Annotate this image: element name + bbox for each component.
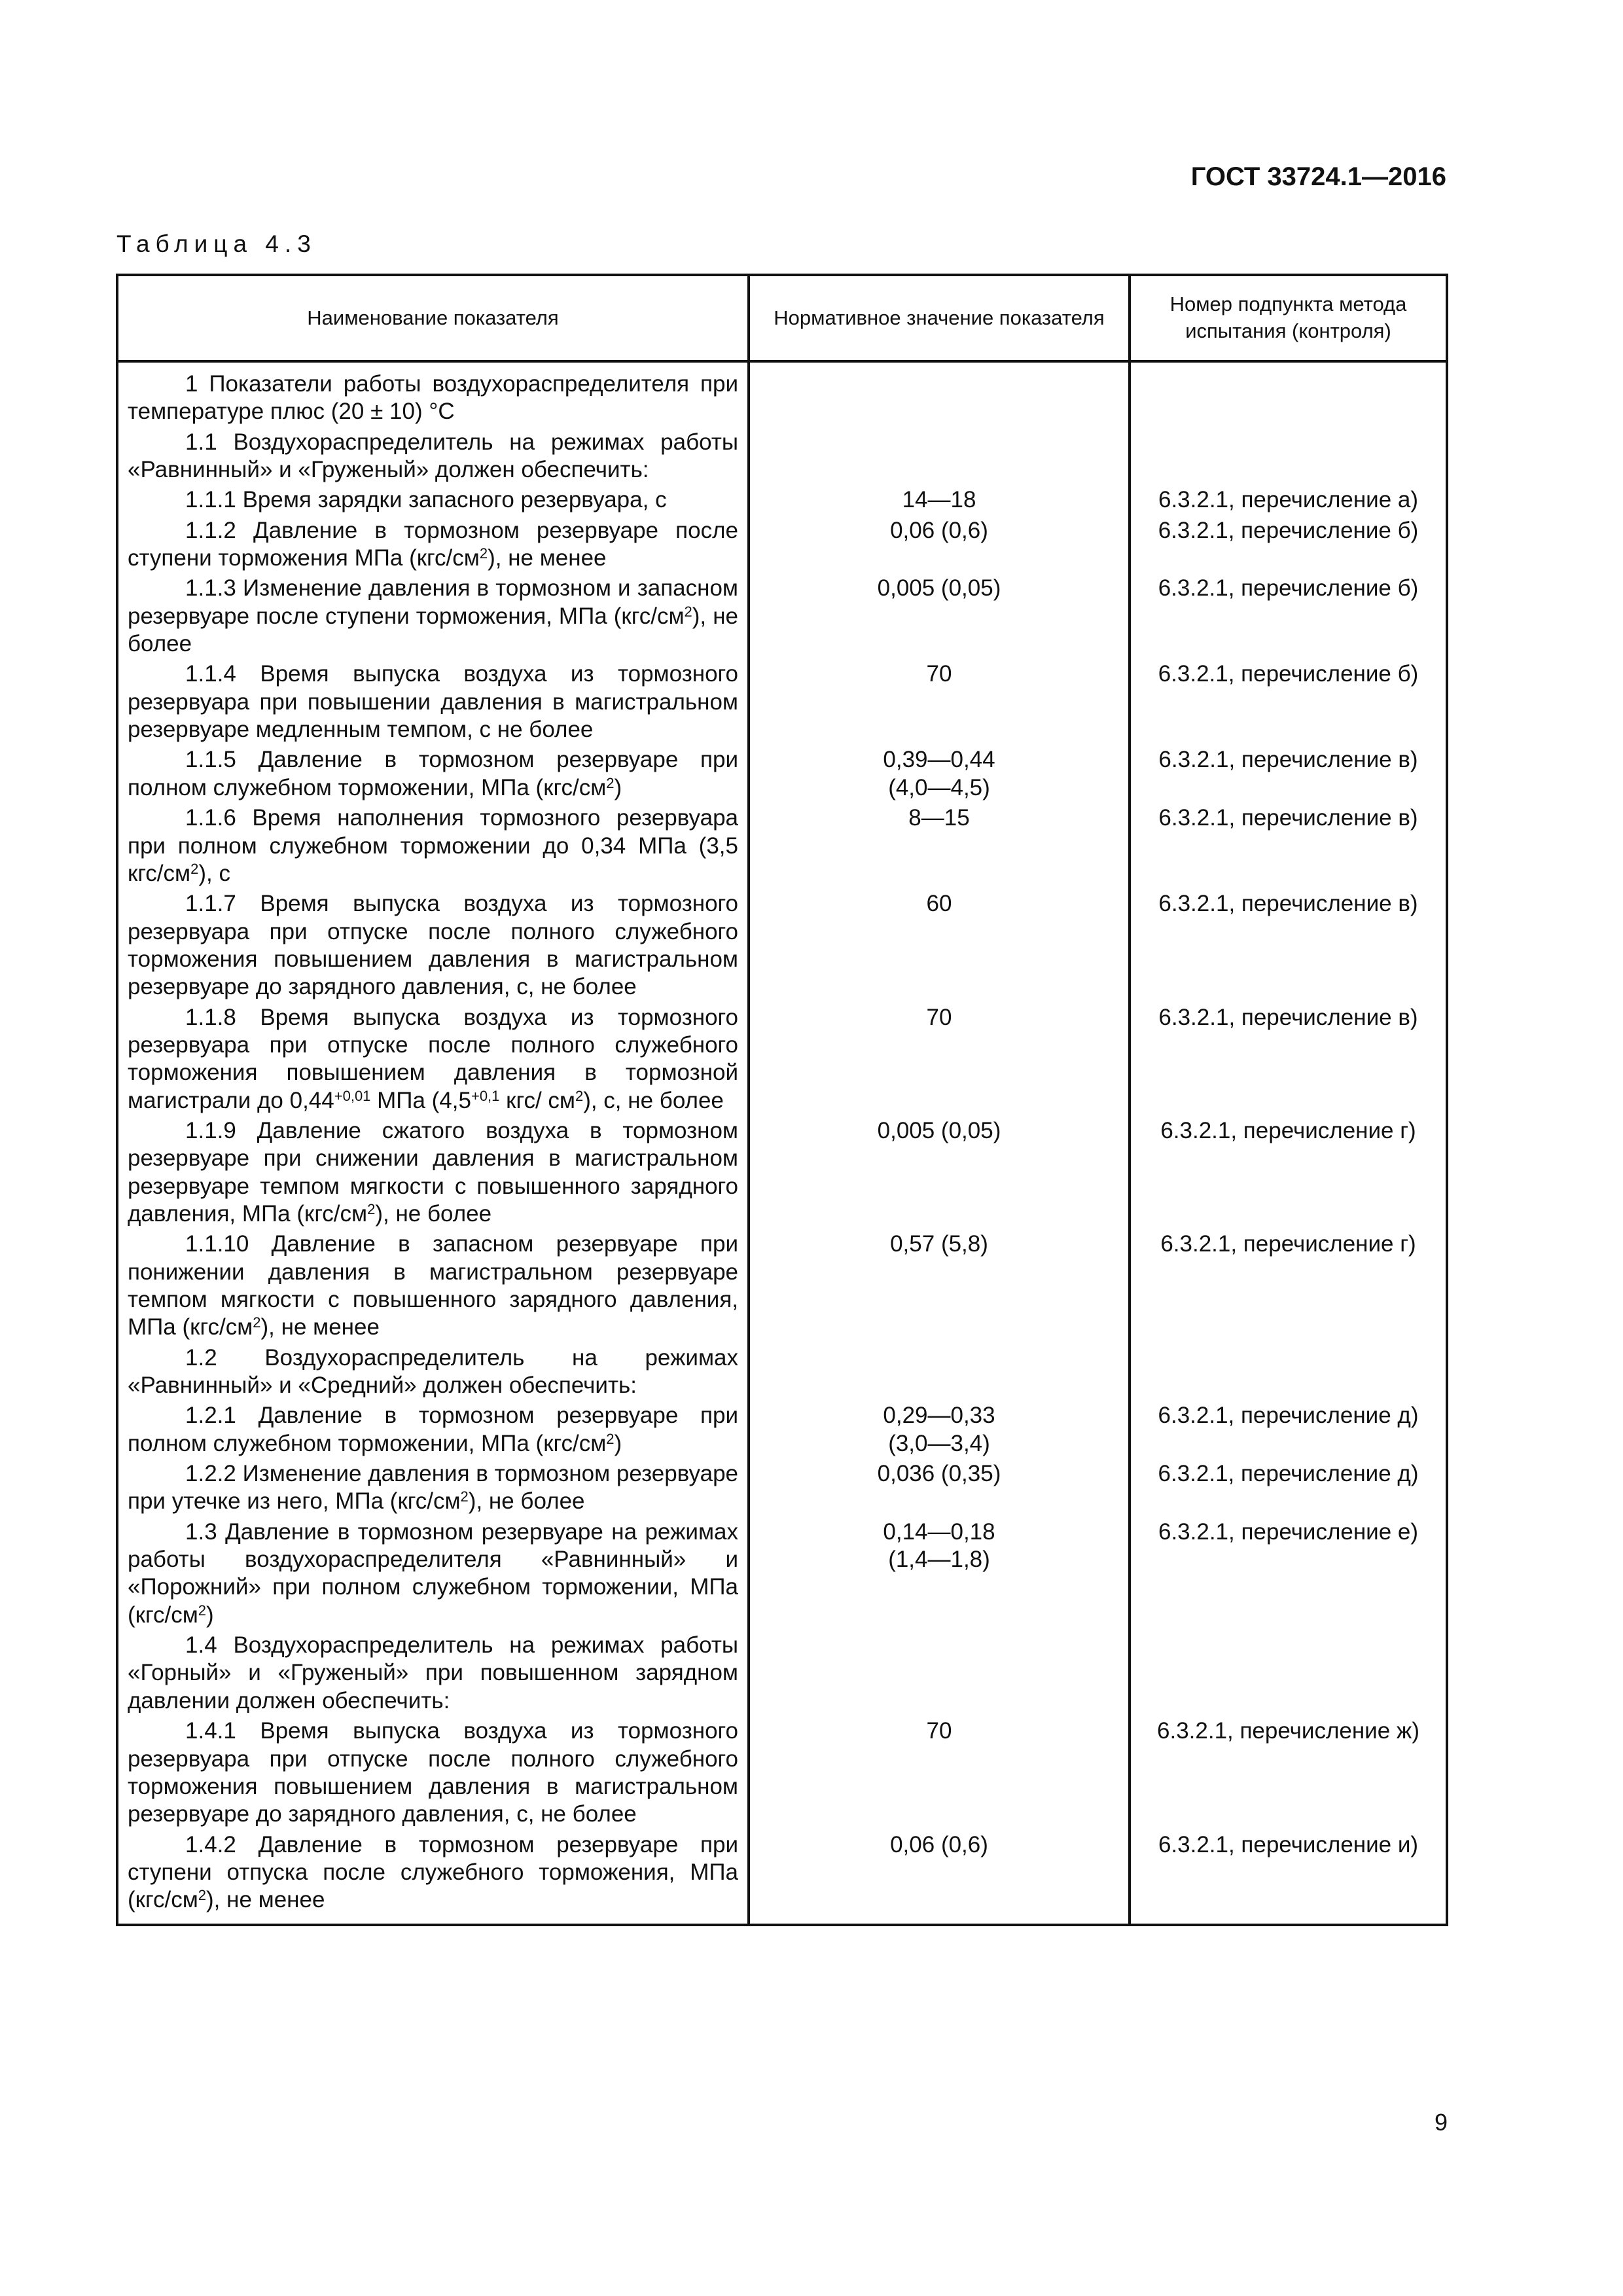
indicator-name-cell [117,1630,749,1716]
indicator-name: 1.1.7 Время выпуска воздуха из тормозного резервуара при отпуске после полного служебного торможения повышением давления в магистральном резервуаре до зарядного давления, с, не более [128,891,738,1000]
table-row [117,361,1447,427]
indicator-name-cell [117,1003,749,1116]
method-cell: 6.3.2.1, перечисление ж) [1130,1716,1447,1829]
indicator-name: 1.4.2 Давление в тормозном резервуаре при ступени отпуска после служебного торможения, МПа $(кгс/см^2)$, не менее [128,1831,738,1913]
indicator-name: 1.1.5 Давление в тормозном резервуаре при полном служебном торможении, МПа $(кгс/см^2)$ [128,747,738,800]
value-cell: 0,06 (0,6) [749,516,1130,574]
indicator-name-cell [117,1401,749,1459]
method-cell: 6.3.2.1, перечисление в) [1130,1003,1447,1116]
indicator-name-cell [117,745,749,803]
indicator-name: 1.1.2 Давление в тормозном резервуаре после ступени торможения МПа $(кгс/см^2)$, не менее [128,517,738,571]
method-cell [1130,427,1447,486]
table-row [117,1229,1447,1342]
value-cell: 0,57 (5,8) [749,1229,1130,1342]
method-cell: 6.3.2.1, перечисление в) [1130,803,1447,889]
column-header-name: Наименование показателя [117,275,749,361]
indicator-name-cell [117,1343,749,1401]
table-row [117,1116,1447,1229]
indicator-name: 1.1.4 Время выпуска воздуха из тормозного резервуара при повышении давления в магистральном резервуаре медленным темпом, с не более [128,661,738,743]
table-row [117,889,1447,1002]
table-row [117,1630,1447,1716]
value-cell: 0,005 (0,05) [749,573,1130,659]
value-cell: 0,036 (0,35) [749,1459,1130,1517]
specification-table [116,274,1448,1926]
indicator-name: 1.2.1 Давление в тормозном резервуаре при полном служебном торможении, МПа $(кгс/см^2)$ [128,1403,738,1456]
method-cell: 6.3.2.1, перечисление а) [1130,485,1447,515]
indicator-name: 1.3 Давление в тормозном резервуаре на режимах работы воздухораспределителя «Равнинный» и «Порожний» при полном служебном торможении, МПа $(кгс/см^2)$ [128,1518,738,1628]
method-cell: 6.3.2.1, перечисление д) [1130,1401,1447,1459]
indicator-name-cell [117,889,749,1002]
table-row [117,1459,1447,1517]
value-cell: 0,29—0,33 (3,0—3,4) [749,1401,1130,1459]
indicator-name-cell [117,803,749,889]
value-cell: 0,14—0,18 (1,4—1,8) [749,1517,1130,1630]
value-cell [749,427,1130,486]
table-row [117,803,1447,889]
value-cell: 14—18 [749,485,1130,515]
indicator-name: 1.1 Воздухораспределитель на режимах работы «Равнинный» и «Груженый» должен обеспечить: [128,429,738,483]
indicator-name: 1 Показатели работы воздухораспределителя при температуре плюс (20 ± 10) °С [128,371,738,425]
indicator-name: 1.4.1 Время выпуска воздуха из тормозного резервуара при отпуске после полного служебного торможения повышением давления в магистральном резервуаре до зарядного давления, с, не более [128,1718,738,1827]
column-header-method: Номер подпункта метода испытания (контроля) [1130,275,1447,361]
value-cell: 0,39—0,44 (4,0—4,5) [749,745,1130,803]
table-row [117,1343,1447,1401]
method-cell: 6.3.2.1, перечисление е) [1130,1517,1447,1630]
value-cell: 70 [749,659,1130,745]
value-cell: 0,06 (0,6) [749,1830,1130,1925]
indicator-name-cell [117,1517,749,1630]
document-standard-number: ГОСТ 33724.1—2016 [1190,162,1446,191]
indicator-name: 1.1.1 Время зарядки запасного резервуара, с [185,487,667,513]
indicator-name-cell [117,361,749,427]
table-row [117,1003,1447,1116]
indicator-name-cell [117,1459,749,1517]
value-cell [749,1343,1130,1401]
value-cell [749,1630,1130,1716]
indicator-name: 1.2 Воздухораспределитель на режимах «Равнинный» и «Средний» должен обеспечить: [128,1344,738,1399]
method-cell: 6.3.2.1, перечисление г) [1130,1116,1447,1229]
table-header-row [117,275,1447,361]
table-row [117,659,1447,745]
table-row [117,745,1447,803]
value-cell: 0,005 (0,05) [749,1116,1130,1229]
indicator-name: 1.1.9 Давление сжатого воздуха в тормозном резервуаре при снижении давления в магистральном резервуаре темпом мягкости с повышенного зарядного давления, МПа $(кгс/см^2)$, не более [128,1117,738,1227]
method-cell: 6.3.2.1, перечисление б) [1130,516,1447,574]
method-cell: 6.3.2.1, перечисление г) [1130,1229,1447,1342]
value-cell: 60 [749,889,1130,1002]
table-row [117,1517,1447,1630]
method-cell: 6.3.2.1, перечисление б) [1130,573,1447,659]
indicator-name-cell [117,1229,749,1342]
method-cell [1130,1343,1447,1401]
table-row [117,573,1447,659]
indicator-name-cell [117,427,749,486]
method-cell: 6.3.2.1, перечисление д) [1130,1459,1447,1517]
column-header-value: Нормативное значение показателя [749,275,1130,361]
page-number: 9 [1434,2109,1448,2136]
method-cell: 6.3.2.1, перечисление в) [1130,745,1447,803]
table-caption: Таблица 4.3 [116,230,317,257]
value-cell: 70 [749,1716,1130,1829]
indicator-name-cell [117,516,749,574]
table-row [117,427,1447,486]
table-row [117,1401,1447,1459]
indicator-name: 1.1.10 Давление в запасном резервуаре при понижении давления в магистральном резервуаре темпом мягкости с повышенного зарядного давления, МПа $(кгс/см^2)$, не менее [128,1231,738,1340]
indicator-name: 1.1.6 Время наполнения тормозного резервуара при полном служебном торможении до 0,34 МПа (3,5 кгс/$см^2$), с [128,805,738,886]
table-row [117,1716,1447,1829]
indicator-name: 1.2.2 Изменение давления в тормозном резервуаре при утечке из него, МПа $(кгс/см^2)$, не более [128,1461,739,1515]
table-row [117,516,1447,574]
indicator-name-cell [117,485,749,515]
indicator-name: 1.4 Воздухораспределитель на режимах работы «Горный» и «Груженый» при повышенном зарядном давлении должен обеспечить: [128,1632,738,1713]
method-cell [1130,361,1447,427]
indicator-name-cell [117,659,749,745]
method-cell: 6.3.2.1, перечисление в) [1130,889,1447,1002]
method-cell: 6.3.2.1, перечисление б) [1130,659,1447,745]
method-cell: 6.3.2.1, перечисление и) [1130,1830,1447,1925]
table-row [117,485,1447,515]
indicator-name-cell [117,1830,749,1925]
indicator-name-cell [117,1116,749,1229]
indicator-name-cell [117,573,749,659]
table-row [117,1830,1447,1925]
value-cell [749,361,1130,427]
indicator-name: 1.1.3 Изменение давления в тормозном и запасном резервуаре после ступени торможения, МПа $(кгс/см^2)$, не более [128,575,738,657]
value-cell: 8—15 [749,803,1130,889]
indicator-name: 1.1.8 Время выпуска воздуха из тормозного резервуара при отпуске после полного служебного торможения повышением давления в тормозной магистрали до $0,44^{+0,01}$ МПа ($4,5^{+0,1}$ кгс/ $см^2$), с, не более [128,1004,738,1113]
indicator-name-cell [117,1716,749,1829]
value-cell: 70 [749,1003,1130,1116]
method-cell [1130,1630,1447,1716]
